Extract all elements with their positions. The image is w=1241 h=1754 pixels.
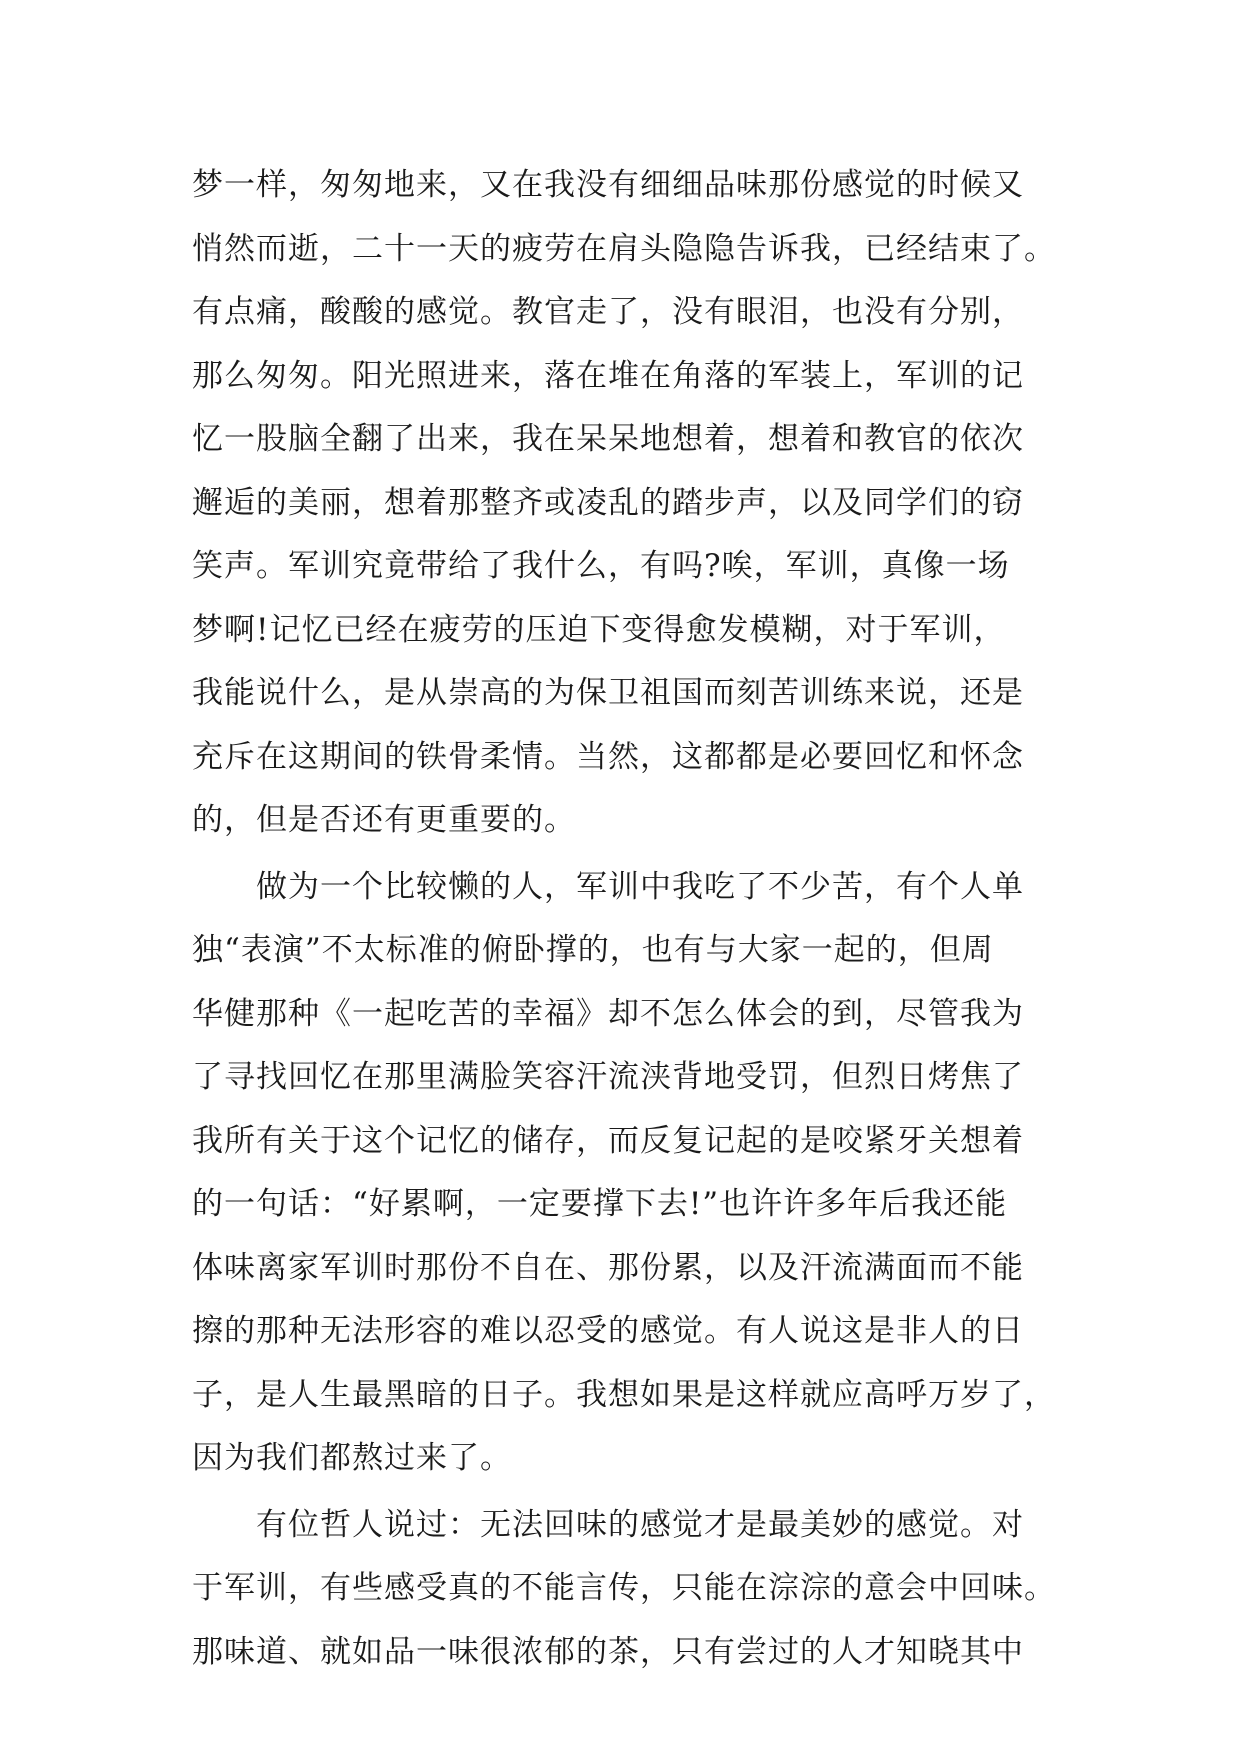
- body-text: [192, 154, 1072, 1684]
- text-line: 于军训，有些感受真的不能言传，只能在淙淙的意会中回味。: [192, 1570, 1056, 1606]
- text-line: 那味道、就如品一味很浓郁的茶，只有尝过的人才知晓其中: [192, 1633, 1024, 1670]
- text-line: 做为一个比较懒的人，军训中我吃了不少苦，有个人单: [192, 868, 1024, 905]
- text-line: 子，是人生最黑暗的日子。我想如果是这样就应高呼万岁了，: [192, 1376, 1056, 1413]
- text-line: 梦一样，匆匆地来，又在我没有细细品味那份感觉的时候又: [192, 167, 1024, 203]
- text-line: 有点痛，酸酸的感觉。教官走了，没有眼泪，也没有分别，: [192, 294, 1024, 330]
- text-line: 我能说什么，是从崇高的为保卫祖国而刻苦训练来说，还是: [192, 675, 1024, 711]
- text-line: 擦的那种无法形容的难以忍受的感觉。有人说这是非人的日: [192, 1313, 1024, 1349]
- text-line: 独“表演”不太标准的俯卧撑的，也有与大家一起的，但周: [192, 932, 994, 968]
- text-line: 忆一股脑全翻了出来，我在呆呆地想着，想着和教官的依次: [192, 421, 1024, 457]
- text-line: 了寻找回忆在那里满脸笑容汗流浃背地受罚，但烈日烤焦了: [192, 1059, 1024, 1095]
- text-line: 的，但是否还有更重要的。: [192, 802, 576, 838]
- text-line: 笑声。军训究竟带给了我什么，有吗?唉，军训，真像一场: [192, 548, 1010, 584]
- text-line: 悄然而逝，二十一天的疲劳在肩头隐隐告诉我，已经结束了。: [192, 230, 1056, 267]
- text-line: 因为我们都熬过来了。: [192, 1440, 512, 1476]
- text-line: 华健那种《一起吃苦的幸福》却不怎么体会的到，尽管我为: [192, 995, 1024, 1032]
- text-line: 充斥在这期间的铁骨柔情。当然，这都都是必要回忆和怀念: [192, 738, 1024, 775]
- text-line: 我所有关于这个记忆的储存，而反复记起的是咬紧牙关想着: [192, 1122, 1024, 1159]
- text-line: 体味离家军训时那份不自在、那份累，以及汗流满面而不能: [192, 1249, 1024, 1286]
- text-line: 邂逅的美丽，想着那整齐或凌乱的踏步声，以及同学们的窃: [192, 484, 1024, 521]
- text-line: 那么匆匆。阳光照进来，落在堆在角落的军装上，军训的记: [192, 357, 1024, 394]
- text-line: 有位哲人说过：无法回味的感觉才是最美妙的感觉。对: [192, 1506, 1024, 1543]
- text-line: 的一句话：“好累啊，一定要撑下去!”也许许多年后我还能: [192, 1186, 1008, 1222]
- text-line: 梦啊!记忆已经在疲劳的压迫下变得愈发模糊，对于军训，: [192, 611, 1006, 648]
